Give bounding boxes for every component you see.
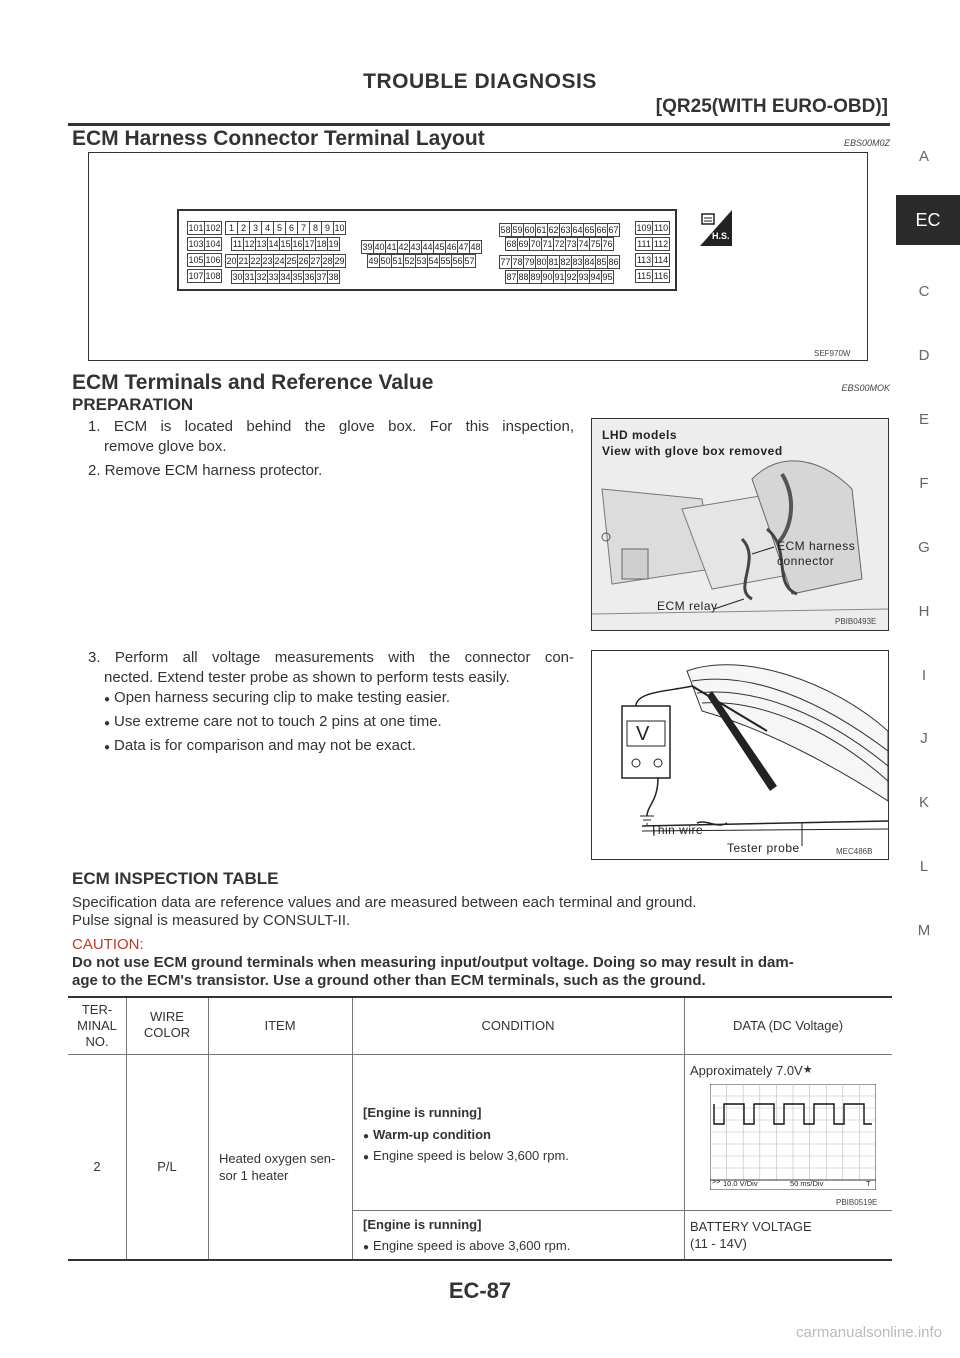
connector-pin: 64 <box>572 225 583 235</box>
step-3-line-a: 3. Perform all voltage measurements with the connector con- <box>88 649 574 666</box>
table-row-divider <box>352 1210 892 1211</box>
connector-pin: 14 <box>268 239 279 249</box>
side-index-ec[interactable]: EC <box>896 195 960 245</box>
connector-pin: 63 <box>560 225 571 235</box>
connector-pin: 46 <box>446 242 457 252</box>
connector-pin: 70 <box>530 239 541 249</box>
table-col-divider-4 <box>684 998 685 1259</box>
table-header-rule <box>68 1054 892 1055</box>
connector-pin: 90 <box>542 272 553 282</box>
side-index-j[interactable]: J <box>920 730 928 747</box>
td-cond1-bullet-1: ● Warm-up condition <box>363 1126 491 1145</box>
connector-pin: 50 <box>380 256 391 266</box>
connector-pin: 106 <box>205 255 221 265</box>
connector-pin: 57 <box>464 256 475 266</box>
fig3-code: MEC486B <box>836 847 873 856</box>
connector-pin: 41 <box>386 242 397 252</box>
connector-pin: 56 <box>452 256 463 266</box>
connector-pin: 65 <box>584 225 595 235</box>
side-index-k[interactable]: K <box>918 794 929 811</box>
connector-pin: 88 <box>518 272 529 282</box>
step-1-line-a: 1. ECM is located behind the glove box. For this inspection, <box>88 418 574 435</box>
page-header-subtitle: [QR25(WITH EURO-OBD)] <box>655 96 888 117</box>
scope-tag: T <box>866 1179 871 1188</box>
connector-pin: 34 <box>280 272 291 282</box>
connector-pin: 86 <box>608 257 619 267</box>
connector-pin: 2 <box>237 221 250 235</box>
figure-tester-probe <box>591 650 889 860</box>
connector-pin: 87 <box>506 272 517 282</box>
connector-pin: 37 <box>316 272 327 282</box>
connector-pin: 105 <box>188 255 204 265</box>
connector-pin: 59 <box>512 225 523 235</box>
connector-pin: 22 <box>250 256 261 266</box>
fig3-meter-label: V <box>636 723 650 745</box>
caution-line-2: age to the ECM's transistor. Use a ground other than ECM terminals, such as the ground. <box>72 972 706 989</box>
connector-pin: 108 <box>205 271 221 281</box>
connector-pin: 62 <box>548 225 559 235</box>
connector-pin: 107 <box>188 271 204 281</box>
connector-pin: 76 <box>602 239 613 249</box>
connector-pin: 113 <box>636 255 652 265</box>
side-index-i[interactable]: I <box>921 667 927 684</box>
side-index-h[interactable]: H <box>918 603 930 620</box>
th-data: DATA (DC Voltage) <box>732 1018 844 1033</box>
prep-bullet-3: ● Data is for comparison and may not be exact. <box>104 736 416 758</box>
connector-pin: 9 <box>321 221 334 235</box>
step-1-line-b: remove glove box. <box>104 438 227 455</box>
connector-pin: 8 <box>309 221 322 235</box>
th-condition: CONDITION <box>481 1018 555 1033</box>
fig3-tester-probe: Tester probe <box>727 841 800 855</box>
connector-pin: 49 <box>368 256 379 266</box>
connector-pin: 38 <box>328 272 339 282</box>
connector-pin: 58 <box>500 225 511 235</box>
connector-pin: 85 <box>596 257 607 267</box>
connector-pin: 16 <box>292 239 303 249</box>
connector-pin: 61 <box>536 225 547 235</box>
th-terminal: TER- MINAL NO. <box>77 1002 117 1049</box>
connector-pin: 13 <box>256 239 267 249</box>
table-top-rule <box>68 996 892 998</box>
side-index-f[interactable]: F <box>919 475 929 492</box>
table-col-divider-2 <box>208 998 209 1259</box>
inspection-desc-2: Pulse signal is measured by CONSULT-II. <box>72 912 351 929</box>
connector-pin: 45 <box>434 242 445 252</box>
inspection-heading: ECM INSPECTION TABLE <box>72 869 279 888</box>
connector-pin: 71 <box>542 239 553 249</box>
td-cond1-bullet-2: ● Engine speed is below 3,600 rpm. <box>363 1147 569 1166</box>
header-rule <box>68 123 890 126</box>
page-header-title: TROUBLE DIAGNOSIS <box>363 70 597 93</box>
connector-pin: 112 <box>653 239 669 249</box>
connector-pin: 10 <box>334 223 345 233</box>
connector-pin: 32 <box>256 272 267 282</box>
connector-pin: 27 <box>310 256 321 266</box>
inspection-desc-1: Specification data are reference values and are measured between each terminal and ground. <box>72 894 697 911</box>
tester-probe-illustration <box>592 651 888 859</box>
page-number: EC-87 <box>448 1278 512 1303</box>
side-index-e[interactable]: E <box>918 411 929 428</box>
star-icon: ★ <box>802 1064 813 1076</box>
connector-pin: 4 <box>261 221 274 235</box>
connector-pin: 77 <box>500 257 511 267</box>
connector-pin: 3 <box>249 221 262 235</box>
section-code-2: EBS00MOK <box>841 383 890 393</box>
connector-pin: 6 <box>285 221 298 235</box>
connector-pin: 48 <box>470 242 481 252</box>
prep-bullet-2: ● Use extreme care not to touch 2 pins at one time. <box>104 712 442 734</box>
connector-pin: 83 <box>572 257 583 267</box>
preparation-heading: PREPARATION <box>72 395 194 414</box>
connector-pin: 94 <box>590 272 601 282</box>
fig2-harness-label-2: connector <box>777 554 835 568</box>
connector-pin: 54 <box>428 256 439 266</box>
connector-pin: 1 <box>225 221 238 235</box>
td-data-2b: (11 - 14V) <box>690 1236 747 1251</box>
connector-pin: 11 <box>232 239 243 249</box>
connector-pin: 82 <box>560 257 571 267</box>
connector-pin: 53 <box>416 256 427 266</box>
connector-pin: 31 <box>244 272 255 282</box>
connector-pin: 95 <box>602 272 613 282</box>
connector-pin: 35 <box>292 272 303 282</box>
connector-pin: 115 <box>636 271 652 281</box>
connector-pin: 91 <box>554 272 565 282</box>
fig2-harness-label-1: ECM harness <box>777 539 856 553</box>
connector-pin: 60 <box>524 225 535 235</box>
harness-side-icon <box>700 210 732 246</box>
td-cond1-title: [Engine is running] <box>363 1105 482 1120</box>
connector-pin: 69 <box>518 239 529 249</box>
hs-label: H.S. <box>712 231 730 241</box>
td-data-2a: BATTERY VOLTAGE <box>690 1219 812 1234</box>
connector-pin: 15 <box>280 239 291 249</box>
connector-pin: 80 <box>536 257 547 267</box>
step-2: 2. Remove ECM harness protector. <box>88 462 323 479</box>
connector-pin: 116 <box>653 271 669 281</box>
connector-pin: 84 <box>584 257 595 267</box>
fig3-thin-wire: Thin wire <box>650 823 704 837</box>
fig2-line1: LHD models <box>602 428 678 442</box>
fig2-code: PBIB0493E <box>835 617 877 626</box>
td-wire: P/L <box>157 1159 177 1174</box>
connector-pin: 73 <box>566 239 577 249</box>
connector-pin: 19 <box>328 239 339 249</box>
step-3-line-b: nected. Extend tester probe as shown to perform tests easily. <box>104 669 510 686</box>
connector-pin: 23 <box>262 256 273 266</box>
connector-pin: 17 <box>304 239 315 249</box>
connector-pin: 101 <box>188 223 204 233</box>
connector-pin: 36 <box>304 272 315 282</box>
scope-time-div: 50 ms/Div <box>790 1179 824 1188</box>
connector-pin: 28 <box>322 256 333 266</box>
connector-pin: 47 <box>458 242 469 252</box>
connector-pin: 68 <box>506 239 517 249</box>
connector-pin: 110 <box>653 223 669 233</box>
section-code-1: EBS00M0Z <box>843 138 890 148</box>
connector-pin: 39 <box>362 242 373 252</box>
scope-volt-div: 10.0 V/Div <box>723 1179 758 1188</box>
connector-pin: 89 <box>530 272 541 282</box>
connector-pin: 24 <box>274 256 285 266</box>
connector-pin: 67 <box>608 225 619 235</box>
side-index-l[interactable]: L <box>919 858 929 875</box>
connector-pin: 25 <box>286 256 297 266</box>
connector-pin: 92 <box>566 272 577 282</box>
prep-bullet-1: ● Open harness securing clip to make testing easier. <box>104 688 450 710</box>
td-terminal: 2 <box>93 1159 101 1174</box>
td-item-1: Heated oxygen sen- <box>219 1151 336 1166</box>
connector-pin: 26 <box>298 256 309 266</box>
figure-code-sef970w: SEF970W <box>814 349 851 358</box>
fig2-line2: View with glove box removed <box>602 444 783 458</box>
side-index-c[interactable]: C <box>918 283 930 300</box>
side-index-g[interactable]: G <box>918 539 930 556</box>
connector-pin: 93 <box>578 272 589 282</box>
connector-pin: 79 <box>524 257 535 267</box>
oscilloscope-display <box>710 1084 876 1190</box>
connector-pin: 111 <box>635 237 653 251</box>
section-title-harness-layout: ECM Harness Connector Terminal Layout <box>72 127 485 150</box>
connector-pin: 72 <box>554 239 565 249</box>
connector-pin: 104 <box>205 239 221 249</box>
connector-pin: 102 <box>205 223 221 233</box>
td-cond2-bullet-1: ● Engine speed is above 3,600 rpm. <box>363 1237 570 1256</box>
connector-pin: 81 <box>548 257 559 267</box>
table-bottom-rule <box>68 1259 892 1261</box>
side-index-a[interactable]: A <box>918 148 929 165</box>
ecm-connector-diagram <box>177 209 677 291</box>
section-title-terminals: ECM Terminals and Reference Value <box>72 371 434 394</box>
connector-pin: 44 <box>422 242 433 252</box>
scope-code: PBIB0519E <box>836 1198 878 1207</box>
connector-pin: 114 <box>653 255 669 265</box>
connector-pin: 30 <box>232 272 243 282</box>
fig2-relay-label: ECM relay <box>657 599 718 613</box>
scope-arrow: >> <box>712 1179 721 1186</box>
connector-pin: 55 <box>440 256 451 266</box>
caution-line-1: Do not use ECM ground terminals when measuring input/output voltage. Doing so may result in dam- <box>72 954 794 971</box>
th-wire-color: WIRE COLOR <box>143 1009 191 1040</box>
table-col-divider-3 <box>352 998 353 1259</box>
td-data-1: Approximately 7.0V★ <box>690 1063 813 1078</box>
th-item: ITEM <box>264 1018 296 1033</box>
connector-pin: 51 <box>392 256 403 266</box>
connector-pin: 20 <box>226 256 237 266</box>
figure-glove-box <box>591 418 889 631</box>
connector-pin: 29 <box>334 256 345 266</box>
watermark: carmanualsonline.info <box>796 1324 942 1341</box>
connector-pin: 66 <box>596 225 607 235</box>
connector-pin: 18 <box>316 239 327 249</box>
td-cond2-title: [Engine is running] <box>363 1217 482 1232</box>
connector-pin: 21 <box>238 256 249 266</box>
caution-label: CAUTION: <box>72 936 144 953</box>
connector-pin: 103 <box>188 239 204 249</box>
side-index-m[interactable]: M <box>917 922 931 939</box>
connector-pin: 75 <box>590 239 601 249</box>
connector-pin: 109 <box>636 223 652 233</box>
connector-pin: 40 <box>374 242 385 252</box>
td-item-2: sor 1 heater <box>219 1168 289 1183</box>
side-index-d[interactable]: D <box>918 347 930 364</box>
connector-pin: 43 <box>410 242 421 252</box>
connector-pin: 78 <box>512 257 523 267</box>
connector-pin: 52 <box>404 256 415 266</box>
connector-pin: 12 <box>244 239 255 249</box>
connector-pin: 42 <box>398 242 409 252</box>
connector-pin: 7 <box>297 221 310 235</box>
connector-pin: 5 <box>273 221 286 235</box>
connector-pin: 74 <box>578 239 589 249</box>
connector-pin: 33 <box>268 272 279 282</box>
